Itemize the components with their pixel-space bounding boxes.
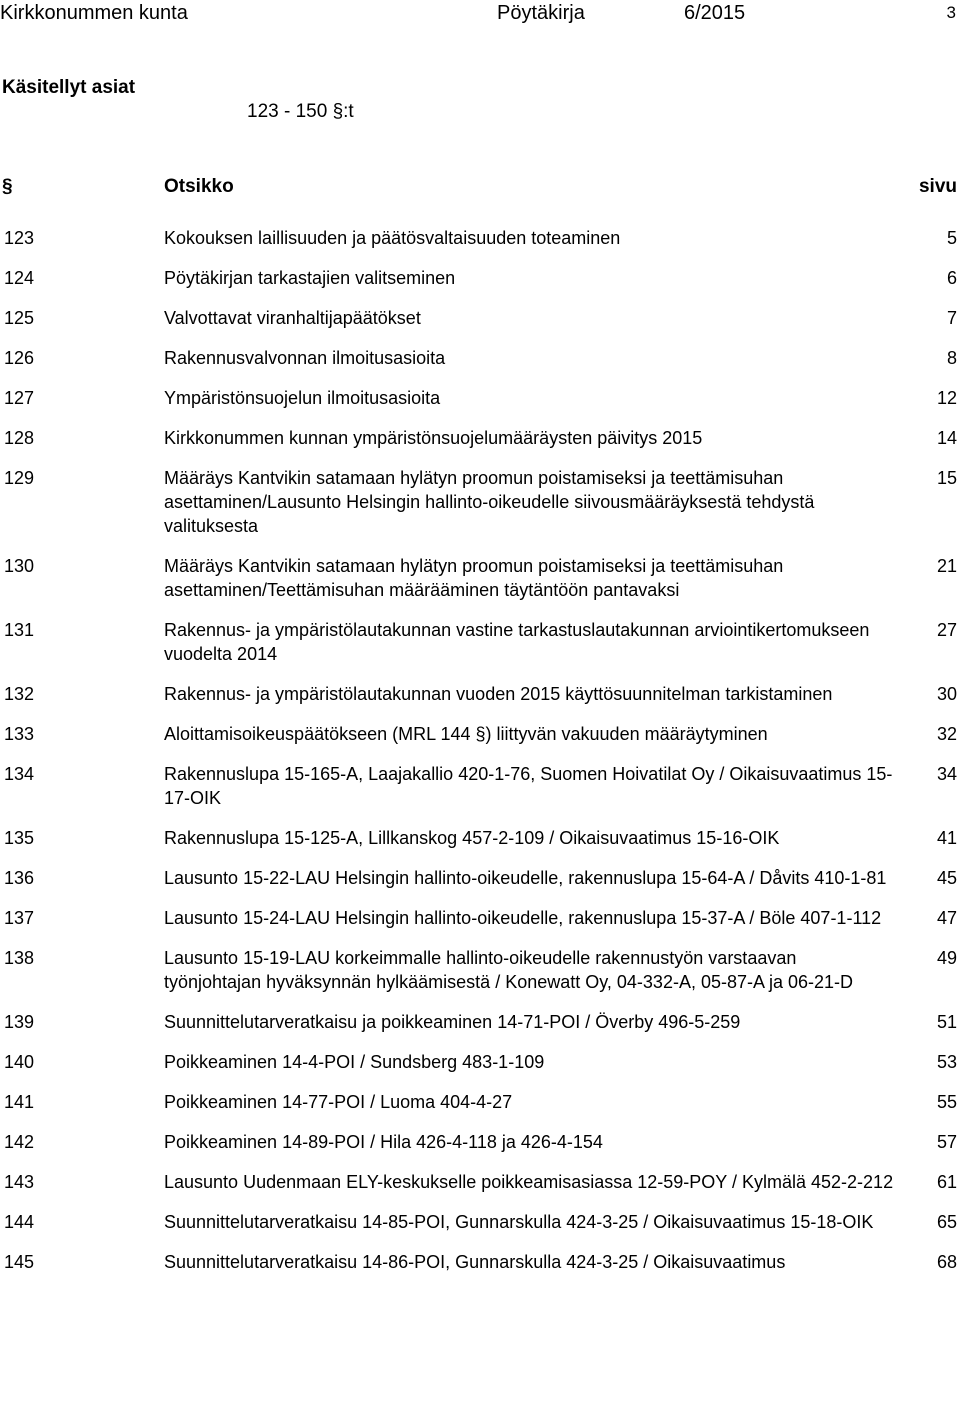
item-page: 45 [936, 868, 957, 888]
item-page: 14 [936, 428, 957, 448]
item-page: 51 [936, 1012, 957, 1032]
item-page: 7 [946, 308, 957, 328]
item-title: Poikkeaminen 14-77-POI / Luoma 404-4-27 [164, 1092, 513, 1112]
item-title: Kokouksen laillisuuden ja päätösvaltaisuuden toteaminen [164, 228, 621, 248]
item-title: Lausunto Uudenmaan ELY-keskukselle poikkeamisasiassa 12-59-POY / Kylmälä 452-2-212 [164, 1172, 894, 1192]
item-page: 49 [936, 948, 957, 968]
item-number: 139 [4, 1012, 35, 1032]
section-range: 123 - 150 §:t [247, 101, 354, 122]
item-page: 12 [936, 388, 957, 408]
item-title: Rakennusvalvonnan ilmoitusasioita [164, 348, 446, 368]
document-header [0, 2, 960, 28]
item-title: Suunnittelutarveratkaisu ja poikkeaminen 14-71-POI / Överby 496-5-259 [164, 1012, 741, 1032]
item-page: 27 [936, 620, 957, 640]
item-page: 53 [936, 1052, 957, 1072]
toc-row [0, 1130, 960, 1154]
toc-row [0, 618, 960, 666]
item-title: Lausunto 15-19-LAU korkeimmalle hallinto-oikeudelle rakennustyön varstaavan työnjohtajan hyväksynnän hylkäämisestä / Konewatt Oy, 04-332-A, 05-87-A ja 06-21-D [164, 948, 854, 992]
toc-row [0, 1050, 960, 1074]
toc-row [0, 826, 960, 850]
item-number: 145 [4, 1252, 35, 1272]
item-number: 140 [4, 1052, 35, 1072]
item-number: 136 [4, 868, 35, 888]
item-page: 32 [936, 724, 957, 744]
section-sign-heading: § [2, 176, 13, 197]
toc-row [0, 226, 960, 250]
page-column-heading: sivu [918, 176, 957, 197]
item-title: Suunnittelutarveratkaisu 14-85-POI, Gunnarskulla 424-3-25 / Oikaisuvaatimus 15-18-OIK [164, 1212, 874, 1232]
toc-row [0, 1210, 960, 1234]
item-page: 30 [936, 684, 957, 704]
table-of-contents [0, 226, 960, 1290]
item-number: 125 [4, 308, 35, 328]
section-title: Käsitellyt asiat [2, 77, 136, 98]
item-number: 127 [4, 388, 35, 408]
item-title: Suunnittelutarveratkaisu 14-86-POI, Gunnarskulla 424-3-25 / Oikaisuvaatimus [164, 1252, 786, 1272]
item-title: Lausunto 15-24-LAU Helsingin hallinto-oikeudelle, rakennuslupa 15-37-A / Böle 407-1-112 [164, 908, 882, 928]
toc-row [0, 426, 960, 450]
item-number: 138 [4, 948, 35, 968]
toc-row [0, 266, 960, 290]
item-title: Rakennus- ja ympäristölautakunnan vuoden 2015 käyttösuunnitelman tarkistaminen [164, 684, 833, 704]
item-title: Rakennuslupa 15-125-A, Lillkanskog 457-2-109 / Oikaisuvaatimus 15-16-OIK [164, 828, 780, 848]
item-page: 47 [936, 908, 957, 928]
item-page: 15 [936, 468, 957, 488]
item-number: 143 [4, 1172, 35, 1192]
item-page: 5 [946, 228, 957, 248]
toc-row [0, 682, 960, 706]
item-number: 133 [4, 724, 35, 744]
item-page: 68 [936, 1252, 957, 1272]
item-number: 141 [4, 1092, 35, 1112]
item-title: Poikkeaminen 14-4-POI / Sundsberg 483-1-109 [164, 1052, 545, 1072]
item-number: 132 [4, 684, 35, 704]
item-number: 142 [4, 1132, 35, 1152]
item-page: 6 [946, 268, 957, 288]
item-page: 55 [936, 1092, 957, 1112]
item-title: Aloittamisoikeuspäätökseen (MRL 144 §) liittyvän vakuuden määräytyminen [164, 724, 768, 744]
page-number: 3 [946, 3, 956, 22]
toc-row [0, 722, 960, 746]
toc-row [0, 946, 960, 994]
item-page: 57 [936, 1132, 957, 1152]
item-page: 65 [936, 1212, 957, 1232]
item-number: 131 [4, 620, 35, 640]
title-column-heading: Otsikko [164, 176, 234, 197]
toc-row [0, 1090, 960, 1114]
item-number: 124 [4, 268, 35, 288]
item-number: 137 [4, 908, 35, 928]
item-title: Poikkeaminen 14-89-POI / Hila 426-4-118 ja 426-4-154 [164, 1132, 603, 1152]
item-number: 128 [4, 428, 35, 448]
item-title: Kirkkonummen kunnan ympäristönsuojelumääräysten päivitys 2015 [164, 428, 703, 448]
toc-row [0, 554, 960, 602]
document-type: Pöytäkirja [497, 2, 585, 24]
item-number: 144 [4, 1212, 35, 1232]
toc-row [0, 1170, 960, 1194]
item-page: 61 [936, 1172, 957, 1192]
item-page: 41 [936, 828, 957, 848]
item-title: Rakennus- ja ympäristölautakunnan vastine tarkastuslautakunnan arviointikertomukseen vuodelta 2014 [164, 620, 870, 664]
item-number: 126 [4, 348, 35, 368]
item-page: 21 [936, 556, 957, 576]
item-page: 34 [936, 764, 957, 784]
item-title: Valvottavat viranhaltijapäätökset [164, 308, 421, 328]
item-number: 129 [4, 468, 35, 488]
toc-row [0, 866, 960, 890]
toc-row [0, 1250, 960, 1274]
toc-row [0, 306, 960, 330]
toc-row [0, 906, 960, 930]
item-number: 123 [4, 228, 35, 248]
item-title: Määräys Kantvikin satamaan hylätyn proomun poistamiseksi ja teettämisuhan asettaminen/Teettämisuhan määrääminen täytäntöön pantavaksi [164, 556, 784, 600]
toc-column-header [0, 176, 960, 202]
item-number: 135 [4, 828, 35, 848]
toc-row [0, 466, 960, 538]
item-page: 8 [946, 348, 957, 368]
toc-row [0, 346, 960, 370]
item-number: 130 [4, 556, 35, 576]
item-title: Lausunto 15-22-LAU Helsingin hallinto-oikeudelle, rakennuslupa 15-64-A / Dåvits 410-1-81 [164, 868, 887, 888]
toc-row [0, 1010, 960, 1034]
item-title: Rakennuslupa 15-165-A, Laajakallio 420-1-76, Suomen Hoivatilat Oy / Oikaisuvaatimus 15-17-OIK [164, 764, 893, 808]
item-number: 134 [4, 764, 35, 784]
toc-row [0, 762, 960, 810]
item-title: Määräys Kantvikin satamaan hylätyn proomun poistamiseksi ja teettämisuhan asettaminen/Lausunto Helsingin hallinto-oikeudelle siivousmääräyksestä tehdystä valituksesta [164, 468, 815, 536]
toc-row [0, 386, 960, 410]
issue-number: 6/2015 [684, 2, 746, 24]
item-title: Ympäristönsuojelun ilmoitusasioita [164, 388, 441, 408]
item-title: Pöytäkirjan tarkastajien valitseminen [164, 268, 456, 288]
municipality-name: Kirkkonummen kunta [0, 2, 188, 24]
